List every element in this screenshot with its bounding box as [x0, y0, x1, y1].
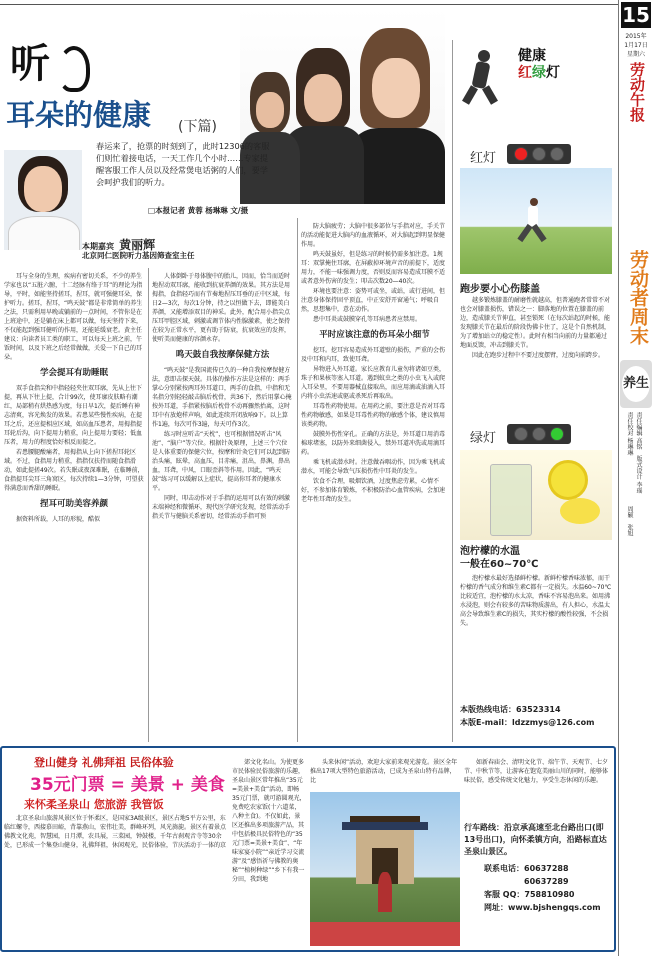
page-number: 15: [622, 3, 650, 27]
green-heading: 泡柠檬的水温 一般在60~70℃: [460, 546, 539, 570]
guest-org: 北京同仁医院听力基因筛查室主任: [82, 251, 195, 260]
intro-text: 春运来了，抢票的时刻到了，此时12306的客服们则忙着接电话，一天工作几个小时……专家提醒客服工作人员以及经常煲电话粥的人们，要学会呵护我们的听力。: [96, 141, 270, 187]
lemon-water-photo: [460, 450, 612, 540]
red-text: 越多锻炼膝盖的耐磨性就越高，但普通跑者常常不对也会对膝盖损伤，错误之一：脚落地的位置在膝盖的前边，造成膝关节伸直，甚至锁死（在每次站起的时候，能发现膝关节在最后的阶段伪佛卡住了，这是个自然机制，为了增加站立的稳定性）。此时有相当向前的力量都通过地面反馈，冲击到膝关节。 因此在跑步过程中不要过度摆臂，过度向前跨步。: [460, 297, 611, 359]
ad-col-2: 郊文化名山。为使更多市民体验民俗旅游的乐趣，圣泉山景区常年推出“35元=美景+美食”活动，即畅35元门票，就可游圆观光，免费吃农家饭(十六道菜，八种主食)。不仅如此，景区还推出多项旅游产品，其中包括极具民俗特色的“35元门票=美景+美食”、“年味家宴小院”“亲近学习交流游”及“感悟祈与佛教的奥秘”“植树种绿”“乡下有我一分田，我到地: [232, 759, 306, 883]
green-text: 泡柠檬水最好选择鲜柠檬。新鲜柠檬香味浓郁，而干柠檬的香气成分和维生素C都有一定损失。水温60~70℃比较适宜，泡柠檬的水太凉，香味不容易泡出来。如用沸水浸泡，则会有较多的苦味物质游出，有人担心，水温太高会导致维生素C的损失，其实柠檬的酸性较强，不会损失。: [460, 575, 612, 627]
guest-photo: [4, 150, 82, 250]
email-link[interactable]: ldzzmys@126.com: [512, 718, 595, 727]
ad-title-1: 登山健身 礼佛拜祖 民俗体验: [34, 756, 174, 769]
column-3: 防大脑疲劳；大脑中很多部位与手指对应，手关节的活动能促进大脑内的血液循环，对大脑起到明显保健作用。 鸣天鼓虽好，但是练习的时候仍需多加注意。1规耳：双掌掩住耳廓，在屏蔽掉环境声音的前提下，适度用力，不能一味强调力度，否则反而容易造成耳膜不适或者意外伤害的发生；叩击次数20—40次。 环境也要注意：姿势可或坐，或站，或行进间，但注意身体保持固平顶直，中正安舒开窗通气；呼吸自然，思想集中，意在动作。 患中耳炎或鼓膜穿孔等耳病患者应禁用。 平时应该注意的伤耳朵小细节 挖耳。挖耳容易造成外耳道壁的损伤，严重的会伤及中耳和内耳，致使耳聋。 异物进入外耳道。家长应教育儿童勿将诸如豆类，珠子和果核等塞入耳道。遇到蚊虫之类的小虫飞入或爬入耳朵里，不要用器械直接取出，而应用滴或油滴入耳内将小虫活速或驱或杀死后再取出。 耳毒性药物使用。在用药之前，要注意是否对耳毒性药物敏感，如果是耳毒性药物的敏感个体，建议慎用该类药物。 鼓膜外伤性穿孔。正确的方法是，外耳道口用消毒棉球堵塞，以防外来细菌侵入，禁外耳道冲洗或用滴耳药。 乘飞机或潜水时。注意做吞咽动作，因为乘飞机或潜水，可能会导致气压损伤性中耳炎的发生。 饮食不合理，吸烟饮酒，过度焦虑劳累，心情不好，不参加体育锻炼，不积极防治心血管疾病，会加速老年性耳聋的发生。: [301, 222, 448, 505]
contact-block: 本版热线电话：63523314 本版E-mail：ldzzmys@126.com: [460, 705, 595, 727]
column-2: 人体倒卧于母体腹中的胎儿，因而，恰当而适时地捏动双耳廓，能收到抗衰养颜的效果。其方法是用拇指，食指轻巧而有节奏地捏压耳垂的正中区域，每日2—3次，每次1分钟，持之以恒做下去，即能美白养颜，又能增添双目的神采。此外，配合用小指尖点压耳甲腔区域，刺激或调节体内性腺激素，使之保持在较为正常水平，更有助于防衰，抗衰效应的发挥，使听美而健康的容颜永存。 鸣天鼓自我按摩保健方法 “鸣天鼓”是我国流传已久的一种自我按摩保健方法，意即击探天鼓。具体的操作方法是这样的：两手掌心分别紧按两耳外耳道口，两手的食指，中指和无名指分别轻轻敲击脑后枕骨，共36下，然后用掌心掩按外耳道，手指紧按脑后枕骨不动再骤然抬离，这时耳中有放炮样声响，如此连续开闭放响9下。以上算作1遍，每次可作3遍，每天可作3次。 练习时应听击“天枕”，也可根据情况听击“风池”、“脑户”等穴位。根据针灸原理，上述三个穴位是人体重要的保健穴位，按摩和针灸它们可以起到防治头痛，眩晕，高血压，目赤痛，沮出，鼻渊，鼻出血，耳聋，中风，口眼歪斜等作用。因此，“鸣天鼓”练习可以缓解以上症状，提高你耳者的健康水平。 同时，叩击动作对于手指的运用可以有效的刺激末端神经和微循环，现代医学研究发现，经常活动手指关节与健脑关系密切，经常活动手指可预: [152, 273, 292, 520]
ad-title-2: 35元门票 = 美景 + 美食: [30, 775, 225, 795]
paper-name: 劳动午报: [628, 62, 646, 122]
ad-col-1: 北京圣泉山旅游风景区位于怀柔区，是国家3A级景区，景区占地5平方公里，东临红螺寺，西接慕田峪，背靠燕山，宏伟壮美，群峰环列，风光旖旎。景区有着景点佛教文化苑，智慧园，日月潭，农具展，三菜园，钟鼓楼，千年古刹观音寺等30余处，已形成一个集登山健身，礼佛拜祖，休闲观光，民俗体验，节庆活动于一体的京: [4, 815, 227, 849]
runner-silhouette-icon: [464, 50, 504, 105]
red-light-label-row: 红灯: [470, 144, 571, 166]
subhead-2: 捏耳可助美容养颜: [39, 499, 108, 509]
subhead-4: 平时应该注意的伤耳朵小细节: [319, 330, 430, 340]
ear-icon: [58, 46, 90, 92]
ad-col-4: 如新春庙会、清明文化节、端午节、天观节、七夕节、中秋节等，让游客在饱览美丽山川的同时，能够体味民俗，感受传统文化魅力，享受生态休闲的乐趣。: [464, 759, 609, 784]
ear-big-char: 听: [10, 41, 52, 87]
section-title: 劳动者周末: [627, 250, 649, 345]
ad-contact: 联系电话：60637288 60637289 客服 QQ：758810980 网址：www.bjshengqs.com: [484, 864, 601, 912]
ad-col-3: 头来休闲”活动，欢迎大家前来观光游览。景区全年推出17项大型特色旅游活动，已成为圣泉山特有品牌，比: [310, 759, 458, 784]
guest-heading: 本期嘉宾 黄丽辉: [82, 238, 156, 252]
ad-route: 行车路线：沿京承高速至北台路出口(即13号出口)，向怀柔镇方向，沿路标直达圣泉山景区。: [464, 823, 607, 856]
subhead-3: 鸣天鼓自我按摩保健方法: [175, 350, 270, 360]
brand-title: 健康 红绿灯: [518, 48, 560, 81]
traffic-light-red-icon: [507, 144, 571, 164]
red-heading: 跑步要小心伤膝盖: [460, 284, 540, 295]
column-1: 耳与全身的生理，疾病有密切关系，不少的养生学家也以“五脏六腑，十二经脉有络于耳”的理论为指导，平时，如能坚持搓耳，捏耳，就可强健耳朵，保护听力。搓耳，捏耳，“鸣天鼓”都是非常简单的养生之法，只需利用早晚或躺前的一点时间，不管你是在上班途中，还是躺在床上都可以做，每天坚持下来，不仅能起到强耳健听的作用，还能延缓衰老。黄主任建议：向读者员工类的职工，可以每天上班之前，午饭时间，以及下班之后经常做做，关爱一下自己的耳朵。 学会提耳有助睡眠 双手食指尖和中指轻轻夹住双耳廓，先从上往下提，再从下往上提，合计99次，使耳廓皮肤略有潮红，局部稍有烘热感为度，每日早1次，提后睡有神志清爽，容光焕发的效果。若患某些慢性疾病，在提耳之后，还应提相应区域，如高血压患者，用拇指提耳轮后沟，向下提用力稍重，向上提用力要轻；低血压者，用力的程度恰好相反而提之。 若患腰腿酸痛者，用拇指从上向下搓捏耳轮区域。不过，食指用力稍重，指指仅扶持而随食指滑动，如此提搓49次。若失眠或夜深难眠，在临睡前，食指提耳尖耳三角窝区，每次持续1—3分钟，可望获得满意而香甜的睡眠。 捏耳可助美容养颜 据资料所载，人耳的形貌，酷似: [4, 273, 144, 523]
temple-photo: [310, 792, 460, 946]
ad-title-3: 来怀柔圣泉山 您旅游 我管饭: [24, 798, 164, 811]
page-subtitle: (下篇): [178, 119, 217, 135]
green-light-label-row: 绿灯: [470, 424, 571, 446]
subhead-1: 学会提耳有助睡眠: [39, 368, 108, 378]
byline: □本报记者 黄蓉 杨琳琳 文/摄: [148, 206, 249, 215]
section-badge-label: 养生: [622, 366, 650, 402]
credit-names: 周颖 张旭: [626, 506, 633, 536]
traffic-light-green-icon: [507, 424, 571, 444]
running-photo: [460, 168, 612, 274]
section-badge: [620, 360, 652, 408]
ad-website-link[interactable]: www.bjshengqs.com: [508, 903, 601, 912]
issue-date: 2015年 1月17日 星期六: [624, 33, 648, 58]
credits: 责任编辑 高铭 版式设计 李瑶 责任校对 杨琳琳: [626, 412, 642, 494]
page-title: 耳朵的健康: [6, 98, 152, 132]
